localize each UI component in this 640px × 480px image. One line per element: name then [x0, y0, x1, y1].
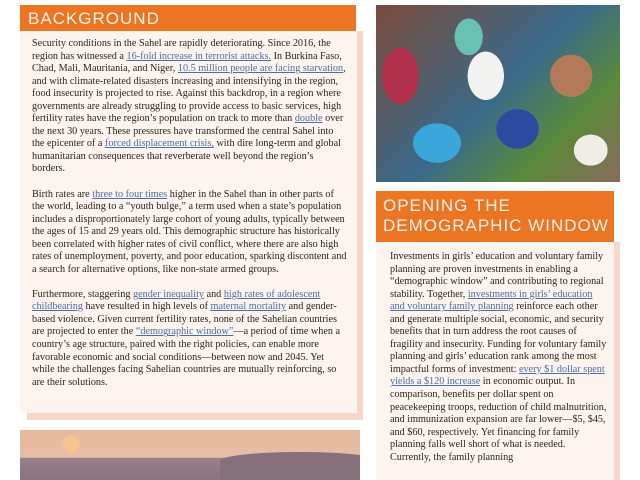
inline-link[interactable]: high rates of adolescent childbearing [32, 288, 321, 313]
text-run: and [204, 288, 224, 300]
text-run: and gender-based violence. Given current fertility rates, none of the Sahelian countries are projected to enter the [32, 301, 337, 338]
text-run: have resulted in high levels of [82, 301, 211, 313]
demographic-window-text-box [376, 242, 614, 480]
inline-link[interactable]: “demographic window” [135, 326, 234, 338]
inline-link[interactable]: 16-fold increase in terrorist attacks. [126, 50, 272, 62]
text-run: higher in the Sahel than in other parts of the world, leading to a “youth bulge,” a term used when a state’s population includes a disproportionately large cohort of young adults, typically between the ages of 15 and 29 years old. This demographic structure has historically been correlated with higher rates of civil conflict, where there are also high rates of unemployment, poverty, and poor education, sparking discontent and a search for alternative options, like non-state armed groups. [32, 188, 347, 275]
demographic-window-heading [376, 191, 614, 242]
heading-line-2: DEMOGRAPHIC WINDOW [383, 216, 609, 235]
body-paragraph [32, 189, 347, 277]
inline-link[interactable]: 10.5 million people are facing starvation [177, 63, 344, 75]
inline-link[interactable]: every $1 dollar spent yields a $120 increase [390, 363, 605, 388]
background-heading: BACKGROUND [20, 5, 356, 31]
heading-line-1: OPENING THE [383, 196, 511, 215]
girls-group-photo [376, 5, 620, 182]
text-run: reinforce each other and generate multiple social, economic, and security benefits that in turn address the root causes of fragility and insecurity. Funding for voluntary family planning and girls’ education rank among the most impactful forms of investment: [390, 301, 607, 375]
text-run: Investments in girls’ education and voluntary family planning are proven investments in enabling a “demographic window” and contributing to regional stability. Together, [390, 251, 604, 300]
text-run: Birth rates are [32, 188, 93, 200]
inline-link[interactable]: gender inequality [133, 288, 205, 300]
text-run: in economic output. In comparison, benefits per dollar spent on peacekeeping troops, reduction of child malnutrition, and immunization expansion are far lower—$5, $45, and $60, respectively. Yet financing for family planning falls well short of what is needed. Currently, the family planning [390, 376, 607, 463]
text-run: , and with climate-related disasters increasing and intensifying in the region, food insecurity is projected to rise. Against this backdrop, in a region where governments are already struggling to provide access to basic services, high fertility rates have the region’s population on track to more than [32, 63, 346, 125]
text-run: —a period of time when a country’s age structure, paired with the right policies, can enable more favorable economic and social conditions—between now and 2045. Yet while the challenges facing Sahelian countries are mutually reinforcing, so are their solutions. [32, 326, 341, 388]
inline-link[interactable]: three to four times [92, 188, 168, 200]
text-run: with dire long-term and global humanitarian consequences that reverberate well beyond the region’s borders. [32, 138, 341, 175]
hill-silhouette [220, 452, 360, 480]
text-run: Furthermore, staggering [32, 288, 133, 300]
inline-link[interactable]: maternal mortality [210, 301, 287, 313]
body-paragraph [32, 38, 347, 176]
inline-link[interactable]: investments in girls’ education and voluntary family planning [390, 288, 593, 313]
inline-link[interactable]: double [294, 113, 323, 125]
body-paragraph [390, 251, 608, 464]
text-run: Security conditions in the Sahel are rapidly deteriorating. Since 2016, the region has witnessed a [32, 38, 331, 62]
text-run: In Burkina Faso, Chad, Mali, Mauritania, and Niger, [32, 50, 342, 75]
background-text-box [20, 31, 357, 413]
inline-link[interactable]: forced displacement crisis, [104, 138, 214, 150]
text-run: over the next 30 years. These pressures have transformed the central Sahel into the epicenter of a [32, 113, 344, 150]
body-paragraph [32, 289, 347, 389]
sunset-landscape-image [20, 430, 360, 480]
